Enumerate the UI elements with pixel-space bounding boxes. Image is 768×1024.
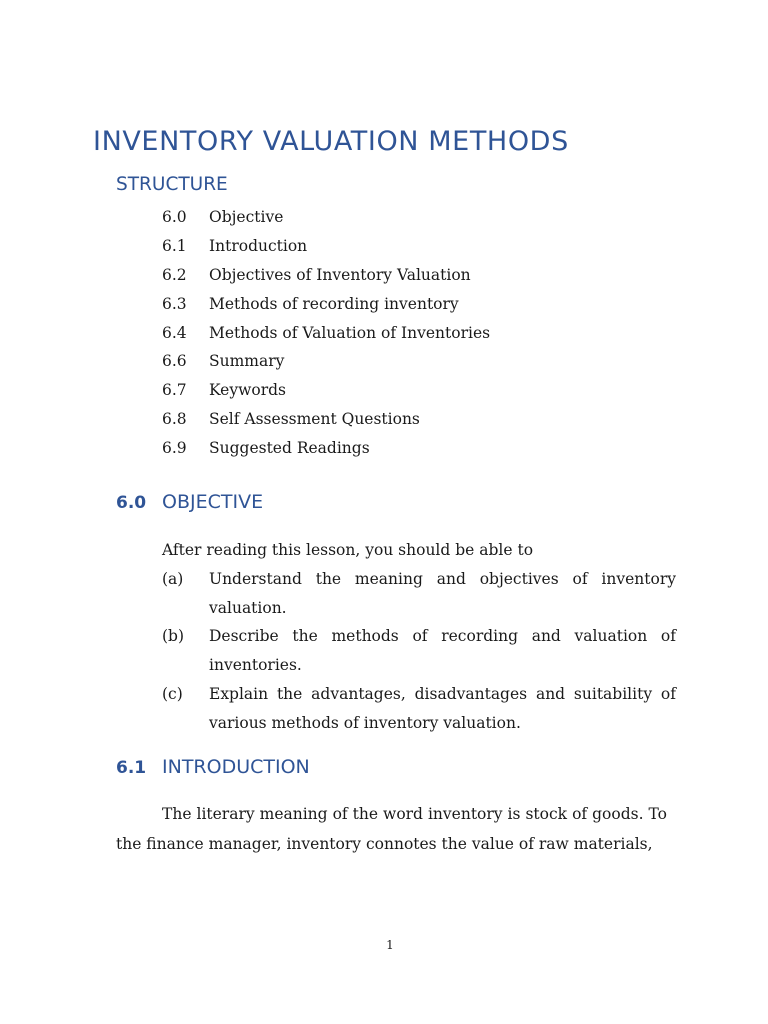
- document-title: INVENTORY VALUATION METHODS: [93, 126, 569, 157]
- objective-lead-text: After reading this lesson, you should be able to: [162, 541, 534, 559]
- section-number: 6.0: [116, 493, 147, 513]
- page-number: 1: [386, 938, 394, 952]
- objective-item-c: [162, 680, 676, 738]
- toc-item-methods-of-valuation: [162, 322, 490, 351]
- introduction-paragraph: The literary meaning of the word inventory is stock of goods. To the finance manager, inventory connotes the value of raw materials,: [116, 805, 667, 853]
- structure-heading: STRUCTURE: [116, 174, 228, 195]
- toc-item-number: 6.9: [162, 439, 187, 458]
- section-number: 6.1: [116, 758, 147, 778]
- toc-item-summary: [162, 350, 490, 379]
- toc-item-label: Objectives of Inventory Valuation: [209, 265, 471, 284]
- objective-item-label: (c): [162, 685, 183, 703]
- objective-item-text: Explain the advantages, disadvantages and suitability of various methods of inventory valuation.: [209, 685, 676, 732]
- toc-item-number: 6.1: [162, 236, 187, 255]
- toc-item-objective: [162, 206, 490, 235]
- toc-item-methods-of-recording: [162, 293, 490, 322]
- section-title: INTRODUCTION: [162, 756, 310, 778]
- toc-item-label: Methods of Valuation of Inventories: [209, 323, 491, 342]
- objective-item-a: [162, 565, 676, 623]
- toc-item-number: 6.4: [162, 323, 187, 342]
- toc-item-number: 6.7: [162, 381, 187, 400]
- toc-item-label: Suggested Readings: [209, 439, 370, 458]
- objective-item-text: Understand the meaning and objectives of inventory valuation.: [209, 570, 676, 617]
- toc-item-label: Self Assessment Questions: [209, 410, 420, 429]
- toc-item-introduction: [162, 235, 490, 264]
- objective-item-b: [162, 622, 676, 680]
- toc-item-label: Keywords: [209, 381, 286, 400]
- introduction-section-heading: [116, 756, 310, 778]
- objective-item-label: (a): [162, 570, 184, 588]
- objective-item-label: (b): [162, 627, 185, 645]
- toc-item-number: 6.3: [162, 294, 187, 313]
- toc-item-label: Methods of recording inventory: [209, 294, 459, 313]
- objective-section-heading: [116, 491, 263, 513]
- toc-item-number: 6.6: [162, 352, 187, 371]
- toc-item-number: 6.2: [162, 265, 187, 284]
- table-of-contents: [162, 206, 490, 466]
- toc-item-label: Summary: [209, 352, 285, 371]
- toc-item-label: Objective: [209, 208, 284, 226]
- section-title: OBJECTIVE: [162, 491, 264, 513]
- toc-item-keywords: [162, 379, 490, 408]
- toc-item-number: 6.0: [162, 208, 187, 226]
- toc-item-number: 6.8: [162, 410, 187, 429]
- toc-item-self-assessment: [162, 408, 490, 437]
- toc-item-label: Introduction: [209, 236, 308, 255]
- toc-item-objectives-of-valuation: [162, 264, 490, 293]
- objective-item-text: Describe the methods of recording and valuation of inventories.: [209, 627, 676, 674]
- toc-item-suggested-readings: [162, 437, 490, 466]
